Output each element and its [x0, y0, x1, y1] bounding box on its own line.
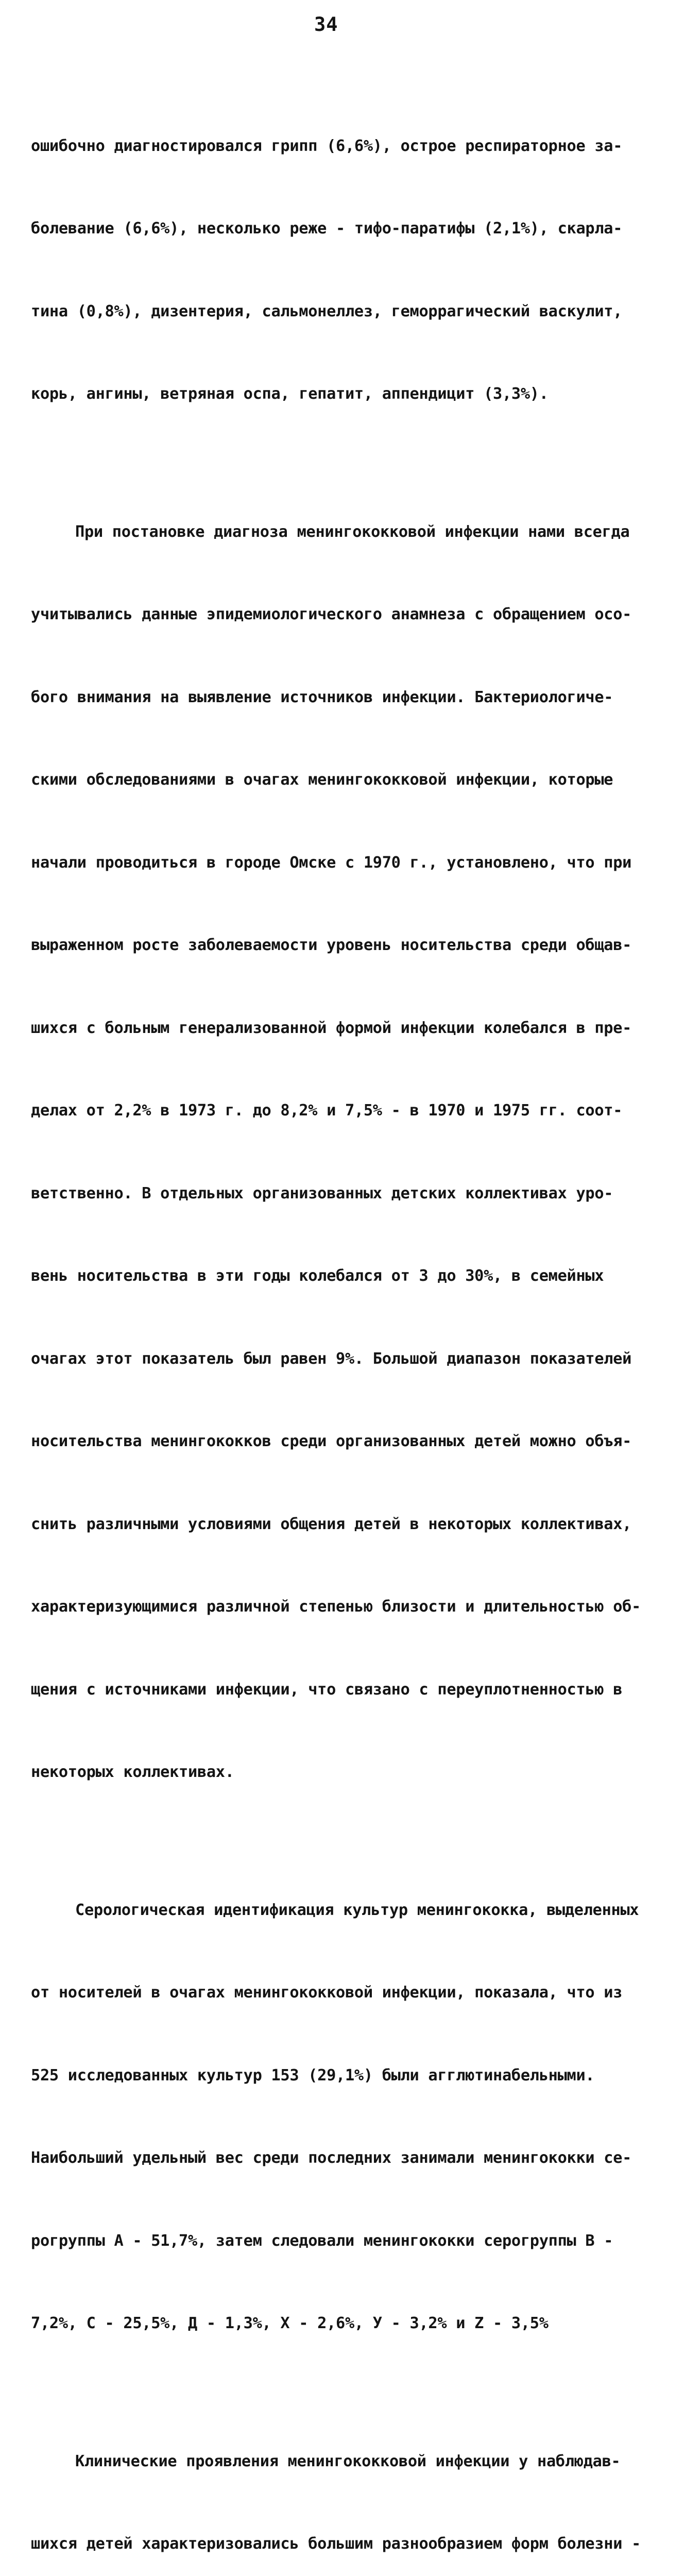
text-line: Серологическая идентификация культур менингококка, выделенных — [75, 1901, 639, 1919]
text-line: от носителей в очагах менингококковой инфекции, показала, что из — [31, 1984, 623, 2002]
text-line: характеризующимися различной степенью близости и длительностью об- — [31, 1598, 641, 1616]
text-line: вень носительства в эти годы колебался от 3 до 30%, в семейных — [31, 1267, 604, 1285]
text-line: делах от 2,2% в 1973 г. до 8,2% и 7,5% - в 1970 и 1975 гг. соот- — [31, 1101, 623, 1120]
text-line: Клинические проявления менингококковой инфекции у наблюдав- — [75, 2452, 621, 2470]
text-line: щения с источниками инфекции, что связано с переуплотненностью в — [31, 1680, 623, 1699]
body-text — [31, 49, 659, 2576]
text-line: тина (0,8%), дизентерия, сальмонеллез, геморрагический васкулит, — [31, 302, 623, 320]
text-line: Наибольший удельный вес среди последних занимали менингококки се- — [31, 2149, 632, 2167]
text-line: ошибочно диагностировался грипп (6,6%), острое респираторное за- — [31, 137, 623, 155]
text-line: носительства менингококков среди организованных детей можно объя- — [31, 1432, 632, 1450]
text-line: очагах этот показатель был равен 9%. Большой диапазон показателей — [31, 1349, 632, 1368]
page-number: 34 — [314, 13, 338, 36]
text-line: 7,2%, С - 25,5%, Д - 1,3%, Х - 2,6%, У - 3,2% и Z - 3,5% — [31, 2314, 549, 2332]
text-line: снить различными условиями общения детей в некоторых коллективах, — [31, 1515, 632, 1533]
text-line: рогруппы А - 51,7%, затем следовали менингококки серогруппы В - — [31, 2231, 613, 2250]
text-line: учитывались данные эпидемиологического анамнеза с обращением осо- — [31, 605, 632, 623]
text-line: шихся детей характеризовались большим разнообразием форм болезни - — [31, 2535, 641, 2553]
text-line: шихся с больным генерализованной формой инфекции колебался в пре- — [31, 1019, 632, 1037]
text-line: некоторых коллективах. — [31, 1763, 234, 1781]
text-line: скими обследованиями в очагах менингококковой инфекции, которые — [31, 771, 613, 789]
text-line: 525 исследованных культур 153 (29,1%) были агглютинабельными. — [31, 2066, 595, 2084]
text-line: корь, ангины, ветряная оспа, гепатит, аппендицит (3,3%). — [31, 385, 549, 403]
text-line: начали проводиться в городе Омске с 1970 г., установлено, что при — [31, 853, 632, 872]
text-line: При постановке диагноза менингококковой инфекции нами всегда — [75, 522, 630, 541]
text-line: болевание (6,6%), несколько реже - тифо-паратифы (2,1%), скарла- — [31, 219, 623, 238]
text-line: выраженном росте заболеваемости уровень носительства среди общав- — [31, 936, 632, 954]
text-line: ветственно. В отдельных организованных детских коллективах уро- — [31, 1184, 613, 1202]
text-line: бого внимания на выявление источников инфекции. Бактериологиче- — [31, 688, 613, 706]
